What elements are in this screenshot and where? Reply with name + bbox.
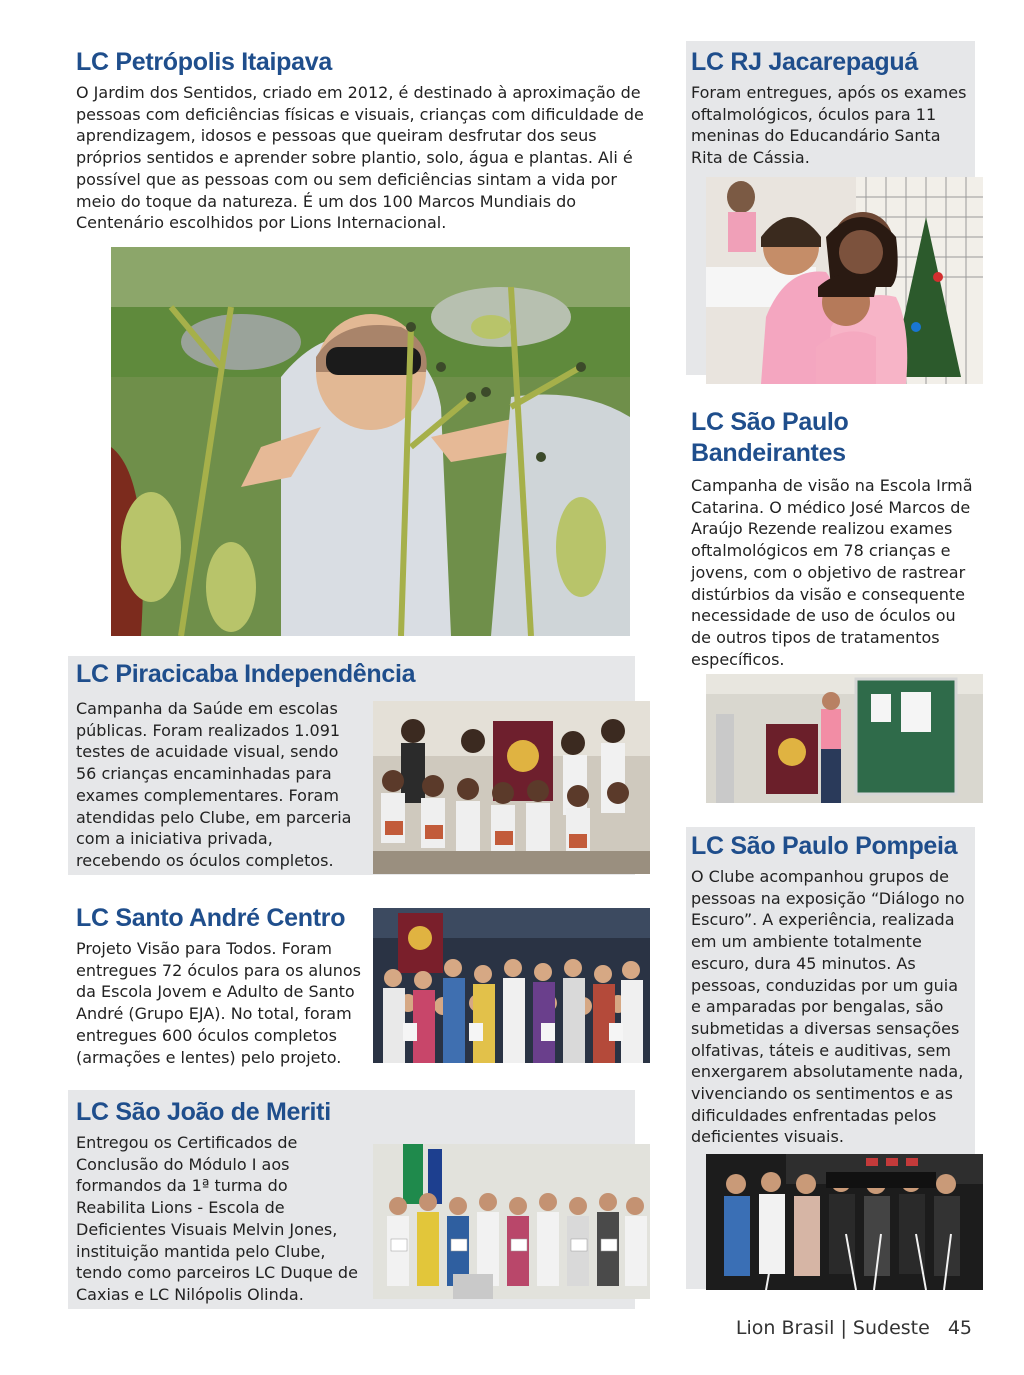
section-text: O Clube acompanhou grupos de pessoas na exposição “Diálogo no Escuro”. A experiência, realizada em um ambiente totalmente escuro, dura 45 minutos. As pessoas, conduzidas por um guia e amparadas por bengalas, são submetidas a diversas sensações olfativas, táteis e auditivas, sem enxergarem absolutamente nada, vivenciando os sentimentos e as dificuldades enfrentadas pelos deficientes visuais. bbox=[691, 867, 965, 1147]
girls-glasses-photo bbox=[706, 177, 983, 384]
section-title: LC São Paulo Pompeia bbox=[691, 832, 958, 860]
section-title: LC Piracicaba Independência bbox=[76, 660, 416, 688]
section-title-line2: Bandeirantes bbox=[691, 439, 846, 467]
graduation-photo bbox=[373, 1144, 650, 1299]
section-text: Foram entregues, após os exames oftalmológicos, óculos para 11 meninas do Educandário Santa Rita de Cássia. bbox=[691, 83, 967, 168]
section-title-line1: LC São Paulo bbox=[691, 408, 849, 436]
publication-name: Lion Brasil | Sudeste bbox=[735, 1317, 930, 1339]
section-text: Campanha da Saúde em escolas públicas. Foram realizados 1.091 testes de acuidade visual, sendo 56 crianças encaminhadas para exames complementares. Foram atendidas pelo Clube, em parceria com a iniciativa privada, recebendo os óculos completos. bbox=[76, 699, 352, 870]
eye-exam-photo bbox=[706, 674, 983, 803]
section-title: LC RJ Jacarepaguá bbox=[691, 48, 918, 76]
garden-photo bbox=[111, 247, 630, 636]
section-title: LC Petrópolis Itaipava bbox=[76, 48, 332, 76]
section-text: Projeto Visão para Todos. Foram entregues 72 óculos para os alunos da Escola Jovem e Adulto de Santo André (Grupo EJA). No total, foram entregues 600 óculos completos (armações e lentes) pelo projeto. bbox=[76, 939, 362, 1067]
section-title: LC Santo André Centro bbox=[76, 904, 346, 932]
section-title: LC São João de Meriti bbox=[76, 1098, 331, 1126]
school-children-photo bbox=[373, 701, 650, 874]
group-photo-santo-andre bbox=[373, 908, 650, 1063]
section-text: Entregou os Certificados de Conclusão do Módulo I aos formandos da 1ª turma do Reabilita Lions - Escola de Deficientes Visuais Melvin Jones, instituição mantida pelo Clube, tendo como parceiros LC Duque de Caxias e LC Nilópolis Olinda. bbox=[76, 1133, 358, 1304]
section-text: O Jardim dos Sentidos, criado em 2012, é destinado à aproximação de pessoas com deficiências físicas e visuais, crianças com dificuldade de aprendizagem, idosos e pessoas que queiram desfrutar dos seus próprios sentidos e aprender sobre plantio, solo, água e plantas. Ali é possível que as pessoas com ou sem deficiências sintam a vida por meio do toque da natureza. É um dos 100 Marcos Mundiais do Centenário escolhidos por Lions Internacional. bbox=[76, 83, 644, 233]
section-text: Campanha de visão na Escola Irmã Catarina. O médico José Marcos de Araújo Rezende realizou exames oftalmológicos em 78 crianças e jovens, com o objetivo de rastrear distúrbios da visão e consequente necessidade de uso de óculos ou de outros tipos de tratamentos específicos. bbox=[691, 476, 973, 669]
page-number: 45 bbox=[947, 1317, 972, 1339]
page-footer bbox=[736, 1317, 972, 1339]
dark-exhibit-photo bbox=[706, 1154, 983, 1290]
